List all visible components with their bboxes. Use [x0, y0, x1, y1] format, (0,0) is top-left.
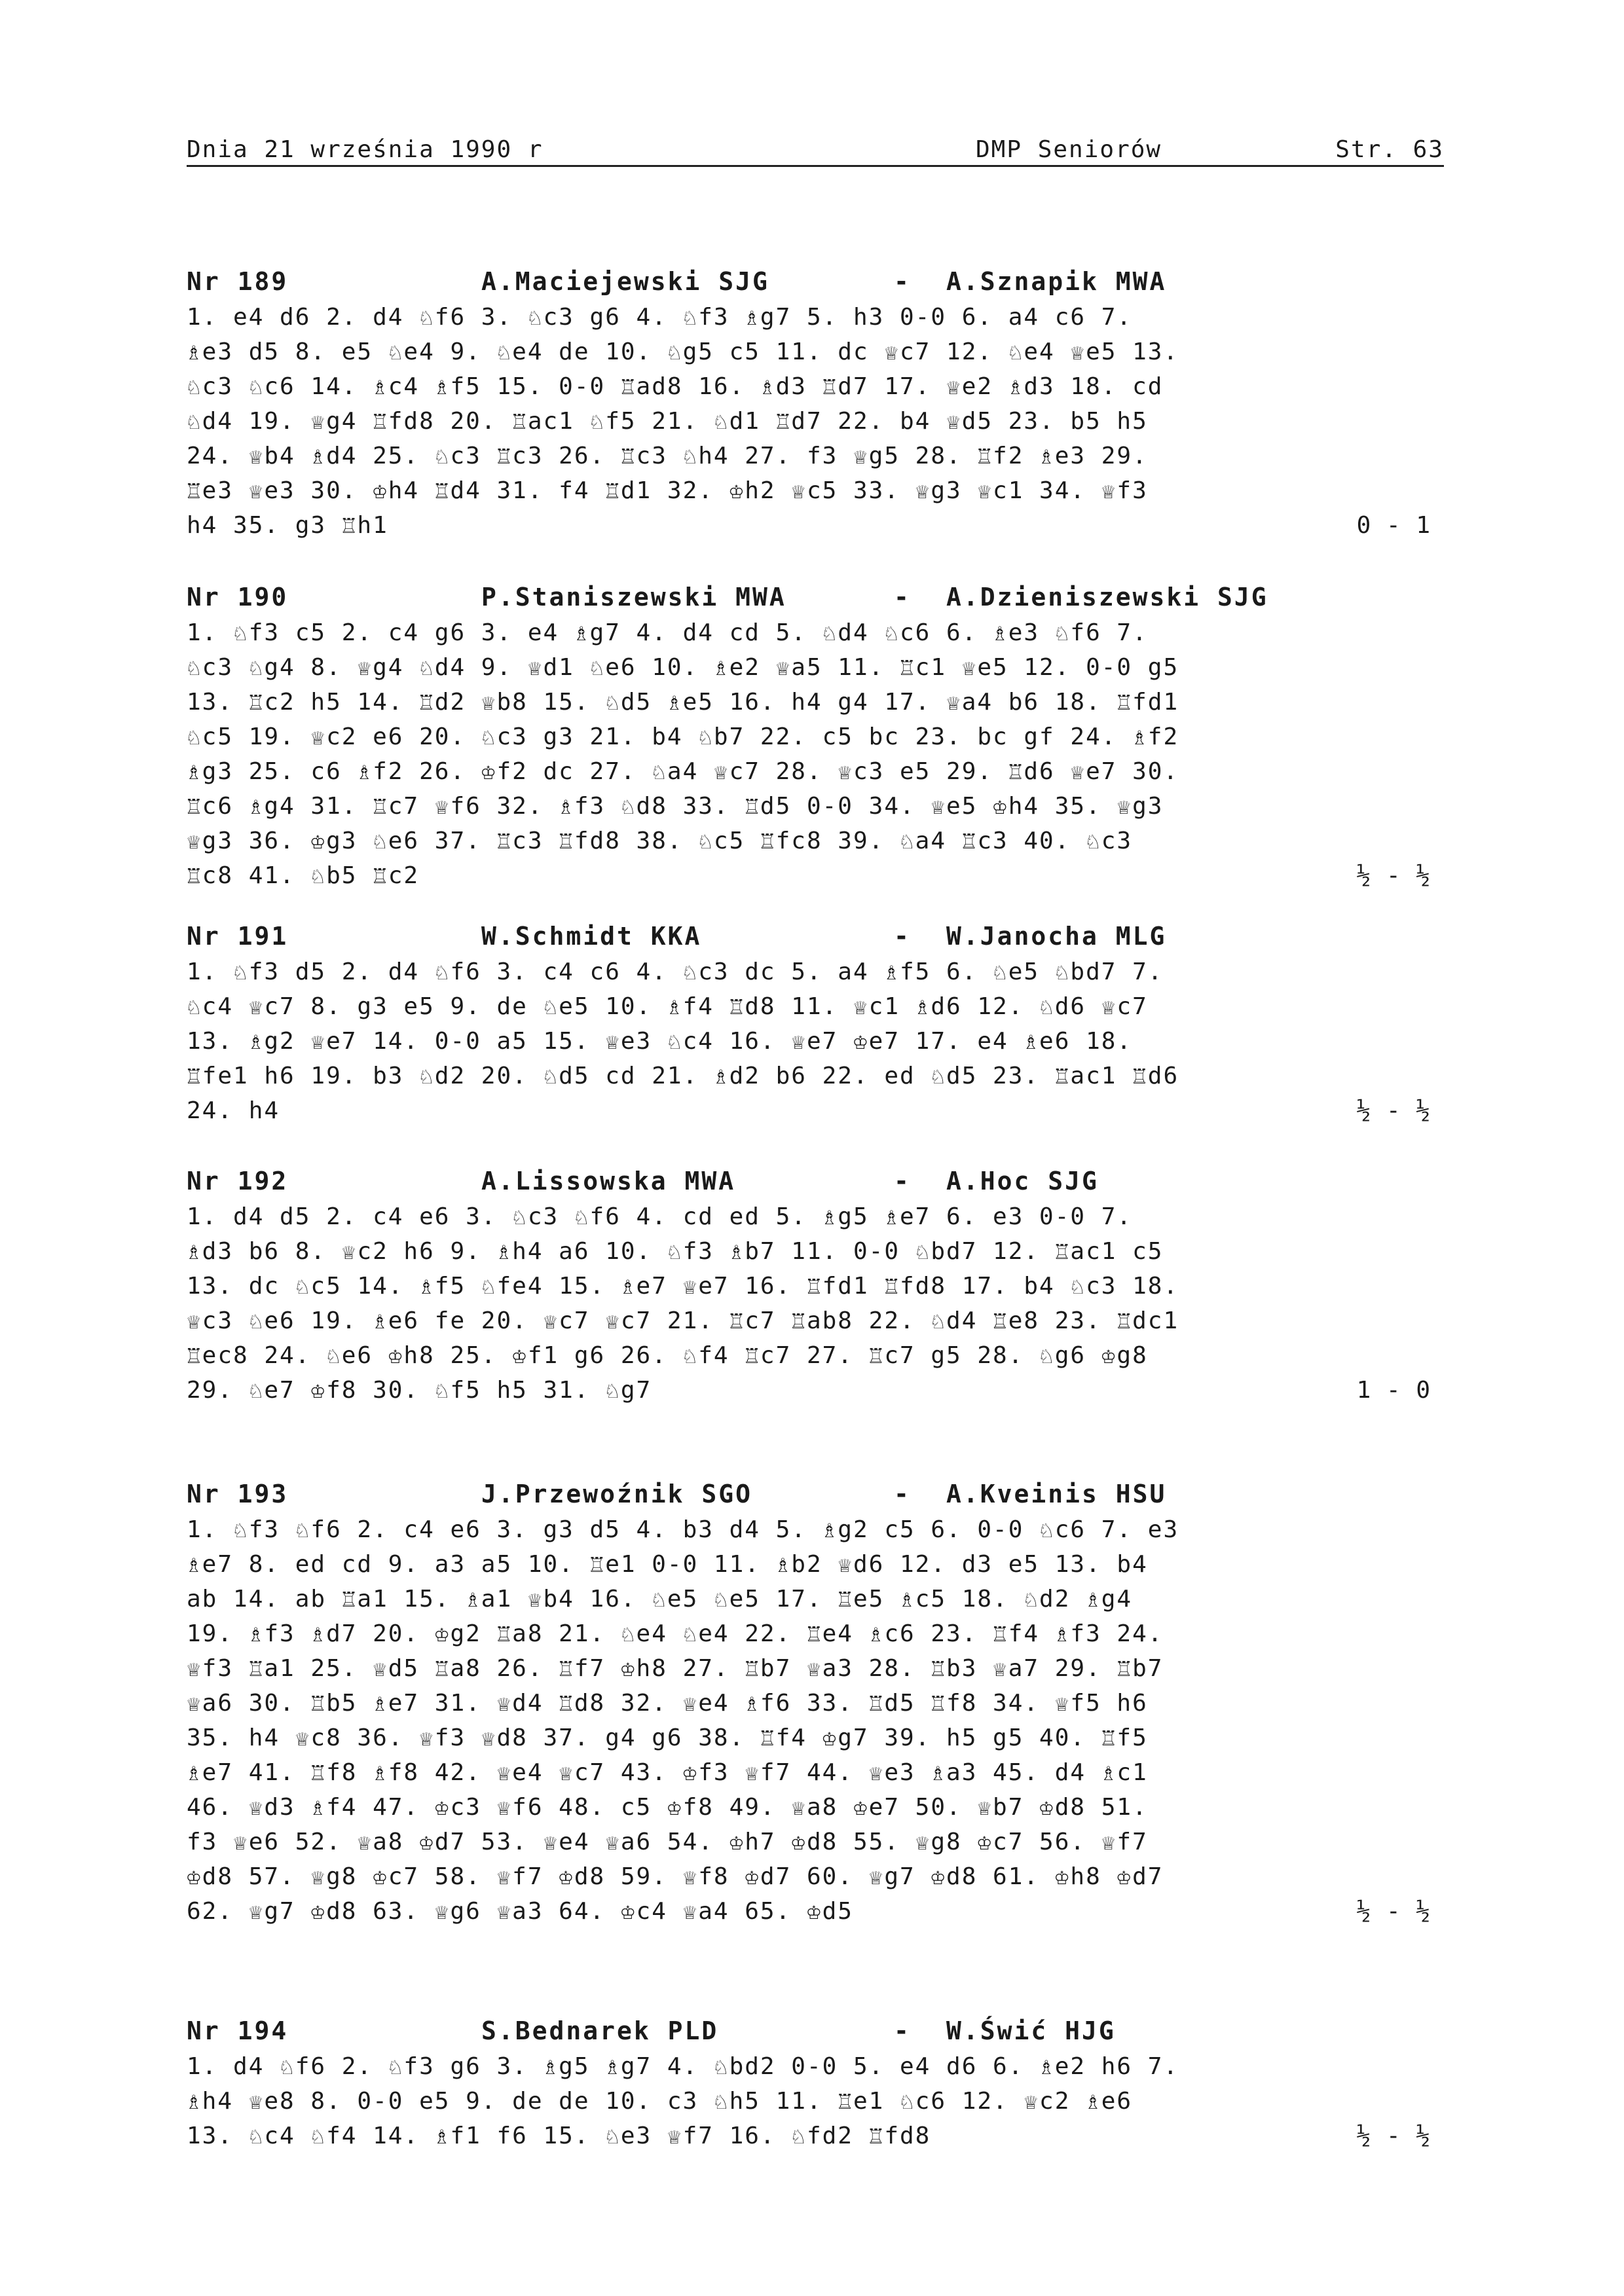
move-line	[187, 1234, 1444, 1269]
black-player: A.Hoc SJG	[946, 1167, 1099, 1195]
move-text: ♕f3 ♖a1 25. ♕d5 ♖a8 26. ♖f7 ♔h8 27. ♖b7 ♕a3 28. ♖b3 ♕a7 29. ♖b7	[187, 1655, 1164, 1682]
move-line	[187, 300, 1444, 335]
move-line	[187, 1199, 1444, 1234]
move-text: ♗e7 8. ed cd 9. a3 a5 10. ♖e1 0-0 11. ♗b2 ♕d6 12. d3 e5 13. b4	[187, 1551, 1148, 1578]
move-list	[187, 1199, 1444, 1408]
move-line	[187, 754, 1444, 789]
move-text: ♕g3 36. ♔g3 ♘e6 37. ♖c3 ♖fd8 38. ♘c5 ♖fc8 39. ♘a4 ♖c3 40. ♘c3	[187, 828, 1133, 854]
move-line	[187, 335, 1444, 369]
move-text: 1. ♘f3 ♘f6 2. c4 e6 3. g3 d5 4. b3 d4 5. ♗g2 c5 6. 0-0 ♘c6 7. e3	[187, 1516, 1179, 1543]
move-line	[187, 1512, 1444, 1547]
game-heading	[187, 2016, 1444, 2049]
game-result: 1 - 0	[1356, 1377, 1431, 1404]
white-player: S.Bednarek PLD	[481, 2016, 719, 2045]
move-line	[187, 2119, 1444, 2153]
move-text: h4 35. g3 ♖h1	[187, 512, 388, 539]
move-text: ♗h4 ♕e8 8. 0-0 e5 9. de de 10. c3 ♘h5 11. ♖e1 ♘c6 12. ♕c2 ♗e6	[187, 2088, 1133, 2115]
move-list	[187, 2049, 1444, 2153]
move-text: ♖e3 ♕e3 30. ♔h4 ♖d4 31. f4 ♖d1 32. ♔h2 ♕c5 33. ♕g3 ♕c1 34. ♕f3	[187, 477, 1148, 504]
move-text: ab 14. ab ♖a1 15. ♗a1 ♕b4 16. ♘e5 ♘e5 17. ♖e5 ♗c5 18. ♘d2 ♗g4	[187, 1586, 1133, 1613]
move-text: 13. ♗g2 ♕e7 14. 0-0 a5 15. ♕e3 ♘c4 16. ♕e7 ♔e7 17. e4 ♗e6 18.	[187, 1028, 1133, 1055]
game-number: Nr 192	[187, 1167, 289, 1195]
game-6	[187, 2016, 1444, 2153]
players-separator: -	[894, 922, 911, 951]
move-text: 13. ♘c4 ♘f4 14. ♗f1 f6 15. ♘e3 ♕f7 16. ♘fd2 ♖fd8	[187, 2123, 931, 2149]
game-number: Nr 191	[187, 922, 289, 951]
move-text: ♗d3 b6 8. ♕c2 h6 9. ♗h4 a6 10. ♘f3 ♗b7 11. 0-0 ♘bd7 12. ♖ac1 c5	[187, 1238, 1164, 1265]
game-number: Nr 194	[187, 2016, 289, 2045]
move-line	[187, 1582, 1444, 1616]
white-player: W.Schmidt KKA	[481, 922, 702, 951]
game-result: ½ - ½	[1356, 862, 1431, 889]
game-heading	[187, 922, 1444, 955]
black-player: W.Janocha MLG	[946, 922, 1167, 951]
game-1	[187, 267, 1444, 543]
move-list	[187, 300, 1444, 543]
move-line	[187, 1790, 1444, 1825]
game-2	[187, 583, 1444, 893]
game-result: ½ - ½	[1356, 1898, 1431, 1925]
move-line	[187, 1093, 1444, 1128]
move-line	[187, 1059, 1444, 1093]
move-list	[187, 615, 1444, 893]
white-player: P.Staniszewski MWA	[481, 583, 786, 611]
black-player: W.Świć HJG	[946, 2016, 1116, 2045]
move-line	[187, 404, 1444, 439]
page-header	[187, 136, 1444, 167]
players-separator: -	[894, 267, 911, 296]
game-heading	[187, 267, 1444, 300]
move-line	[187, 989, 1444, 1024]
move-line	[187, 1338, 1444, 1373]
move-text: ♘c4 ♕c7 8. g3 e5 9. de ♘e5 10. ♗f4 ♖d8 11. ♕c1 ♗d6 12. ♘d6 ♕c7	[187, 993, 1148, 1020]
move-text: ♗g3 25. c6 ♗f2 26. ♔f2 dc 27. ♘a4 ♕c7 28. ♕c3 e5 29. ♖d6 ♕e7 30.	[187, 758, 1179, 785]
move-line	[187, 824, 1444, 858]
black-player: A.Sznapik MWA	[946, 267, 1167, 296]
header-event: DMP Seniorów	[976, 136, 1162, 163]
players-separator: -	[894, 2016, 911, 2045]
move-line	[187, 1651, 1444, 1686]
move-line	[187, 1686, 1444, 1721]
move-line	[187, 858, 1444, 893]
move-text: ♘c3 ♘g4 8. ♕g4 ♘d4 9. ♕d1 ♘e6 10. ♗e2 ♕a5 11. ♖c1 ♕e5 12. 0-0 g5	[187, 654, 1179, 681]
game-result: ½ - ½	[1356, 1097, 1431, 1124]
move-line	[187, 439, 1444, 473]
move-text: ♖ec8 24. ♘e6 ♔h8 25. ♔f1 g6 26. ♘f4 ♖c7 27. ♖c7 g5 28. ♘g6 ♔g8	[187, 1342, 1148, 1369]
game-3	[187, 922, 1444, 1128]
black-player: A.Dzieniszewski SJG	[946, 583, 1268, 611]
game-heading	[187, 1480, 1444, 1512]
game-number: Nr 190	[187, 583, 289, 611]
game-number: Nr 193	[187, 1480, 289, 1508]
move-line	[187, 1373, 1444, 1408]
move-text: ♖fe1 h6 19. b3 ♘d2 20. ♘d5 cd 21. ♗d2 b6 22. ed ♘d5 23. ♖ac1 ♖d6	[187, 1063, 1179, 1089]
header-date: Dnia 21 września 1990 r	[187, 136, 544, 163]
move-text: 1. d4 d5 2. c4 e6 3. ♘c3 ♘f6 4. cd ed 5. ♗g5 ♗e7 6. e3 0-0 7.	[187, 1203, 1133, 1230]
move-text: ♕a6 30. ♖b5 ♗e7 31. ♕d4 ♖d8 32. ♕e4 ♗f6 33. ♖d5 ♖f8 34. ♕f5 h6	[187, 1690, 1148, 1717]
move-text: 46. ♕d3 ♗f4 47. ♔c3 ♕f6 48. c5 ♔f8 49. ♕a8 ♔e7 50. ♕b7 ♔d8 51.	[187, 1794, 1148, 1821]
move-line	[187, 508, 1444, 543]
move-line	[187, 720, 1444, 754]
move-line	[187, 1894, 1444, 1929]
move-line	[187, 2084, 1444, 2119]
move-line	[187, 1024, 1444, 1059]
move-text: 24. ♕b4 ♗d4 25. ♘c3 ♖c3 26. ♖c3 ♘h4 27. f3 ♕g5 28. ♖f2 ♗e3 29.	[187, 443, 1148, 469]
move-text: ♔d8 57. ♕g8 ♔c7 58. ♕f7 ♔d8 59. ♕f8 ♔d7 60. ♕g7 ♔d8 61. ♔h8 ♔d7	[187, 1863, 1164, 1890]
game-heading	[187, 583, 1444, 615]
move-text: 1. ♘f3 c5 2. c4 g6 3. e4 ♗g7 4. d4 cd 5. ♘d4 ♘c6 6. ♗e3 ♘f6 7.	[187, 619, 1148, 646]
move-line	[187, 615, 1444, 650]
black-player: A.Kveinis HSU	[946, 1480, 1167, 1508]
move-text: ♘d4 19. ♕g4 ♖fd8 20. ♖ac1 ♘f5 21. ♘d1 ♖d7 22. b4 ♕d5 23. b5 h5	[187, 408, 1148, 435]
white-player: A.Lissowska MWA	[481, 1167, 736, 1195]
move-line	[187, 1547, 1444, 1582]
header-page-number: Str. 63	[1335, 136, 1444, 163]
game-result: ½ - ½	[1356, 2123, 1431, 2149]
move-text: 1. e4 d6 2. d4 ♘f6 3. ♘c3 g6 4. ♘f3 ♗g7 5. h3 0-0 6. a4 c6 7.	[187, 304, 1133, 331]
move-line	[187, 685, 1444, 720]
white-player: A.Maciejewski SJG	[481, 267, 769, 296]
move-text: 13. ♖c2 h5 14. ♖d2 ♕b8 15. ♘d5 ♗e5 16. h4 g4 17. ♕a4 b6 18. ♖fd1	[187, 689, 1179, 716]
move-line	[187, 1859, 1444, 1894]
move-line	[187, 1616, 1444, 1651]
move-text: 29. ♘e7 ♔f8 30. ♘f5 h5 31. ♘g7	[187, 1377, 652, 1404]
move-text: 35. h4 ♕c8 36. ♕f3 ♕d8 37. g4 g6 38. ♖f4 ♔g7 39. h5 g5 40. ♖f5	[187, 1724, 1148, 1751]
move-text: 13. dc ♘c5 14. ♗f5 ♘fe4 15. ♗e7 ♕e7 16. ♖fd1 ♖fd8 17. b4 ♘c3 18.	[187, 1273, 1179, 1300]
move-text: 1. ♘f3 d5 2. d4 ♘f6 3. c4 c6 4. ♘c3 dc 5. a4 ♗f5 6. ♘e5 ♘bd7 7.	[187, 958, 1164, 985]
white-player: J.Przewoźnik SGO	[481, 1480, 753, 1508]
move-line	[187, 1269, 1444, 1303]
game-heading	[187, 1167, 1444, 1199]
move-text: 24. h4	[187, 1097, 280, 1124]
move-list	[187, 955, 1444, 1128]
move-text: ♗e3 d5 8. e5 ♘e4 9. ♘e4 de 10. ♘g5 c5 11. dc ♕c7 12. ♘e4 ♕e5 13.	[187, 338, 1179, 365]
move-text: 1. d4 ♘f6 2. ♘f3 g6 3. ♗g5 ♗g7 4. ♘bd2 0-0 5. e4 d6 6. ♗e2 h6 7.	[187, 2053, 1179, 2080]
move-line	[187, 789, 1444, 824]
move-text: f3 ♕e6 52. ♕a8 ♔d7 53. ♕e4 ♕a6 54. ♔h7 ♔d8 55. ♕g8 ♔c7 56. ♕f7	[187, 1829, 1148, 1855]
game-5	[187, 1480, 1444, 1929]
move-text: ♕c3 ♘e6 19. ♗e6 fe 20. ♕c7 ♕c7 21. ♖c7 ♖ab8 22. ♘d4 ♖e8 23. ♖dc1	[187, 1307, 1179, 1334]
move-text: ♘c5 19. ♕c2 e6 20. ♘c3 g3 21. b4 ♘b7 22. c5 bc 23. bc gf 24. ♗f2	[187, 723, 1179, 750]
move-text: 19. ♗f3 ♗d7 20. ♔g2 ♖a8 21. ♘e4 ♘e4 22. ♖e4 ♗c6 23. ♖f4 ♗f3 24.	[187, 1620, 1164, 1647]
move-line	[187, 1825, 1444, 1859]
move-text: ♖c6 ♗g4 31. ♖c7 ♕f6 32. ♗f3 ♘d8 33. ♖d5 0-0 34. ♕e5 ♔h4 35. ♕g3	[187, 793, 1164, 820]
players-separator: -	[894, 1480, 911, 1508]
move-line	[187, 650, 1444, 685]
move-text: ♗e7 41. ♖f8 ♗f8 42. ♕e4 ♕c7 43. ♔f3 ♕f7 44. ♕e3 ♗a3 45. d4 ♗c1	[187, 1759, 1148, 1786]
players-separator: -	[894, 583, 911, 611]
move-line	[187, 1755, 1444, 1790]
move-line	[187, 955, 1444, 989]
players-separator: -	[894, 1167, 911, 1195]
game-4	[187, 1167, 1444, 1408]
move-text: 62. ♕g7 ♔d8 63. ♕g6 ♕a3 64. ♔c4 ♕a4 65. ♔d5	[187, 1898, 853, 1925]
move-line	[187, 1303, 1444, 1338]
move-text: ♖c8 41. ♘b5 ♖c2	[187, 862, 420, 889]
move-text: ♘c3 ♘c6 14. ♗c4 ♗f5 15. 0-0 ♖ad8 16. ♗d3 ♖d7 17. ♕e2 ♗d3 18. cd	[187, 373, 1164, 400]
move-line	[187, 2049, 1444, 2084]
move-line	[187, 369, 1444, 404]
move-list	[187, 1512, 1444, 1929]
game-result: 0 - 1	[1356, 512, 1431, 539]
move-line	[187, 473, 1444, 508]
game-number: Nr 189	[187, 267, 289, 296]
move-line	[187, 1721, 1444, 1755]
